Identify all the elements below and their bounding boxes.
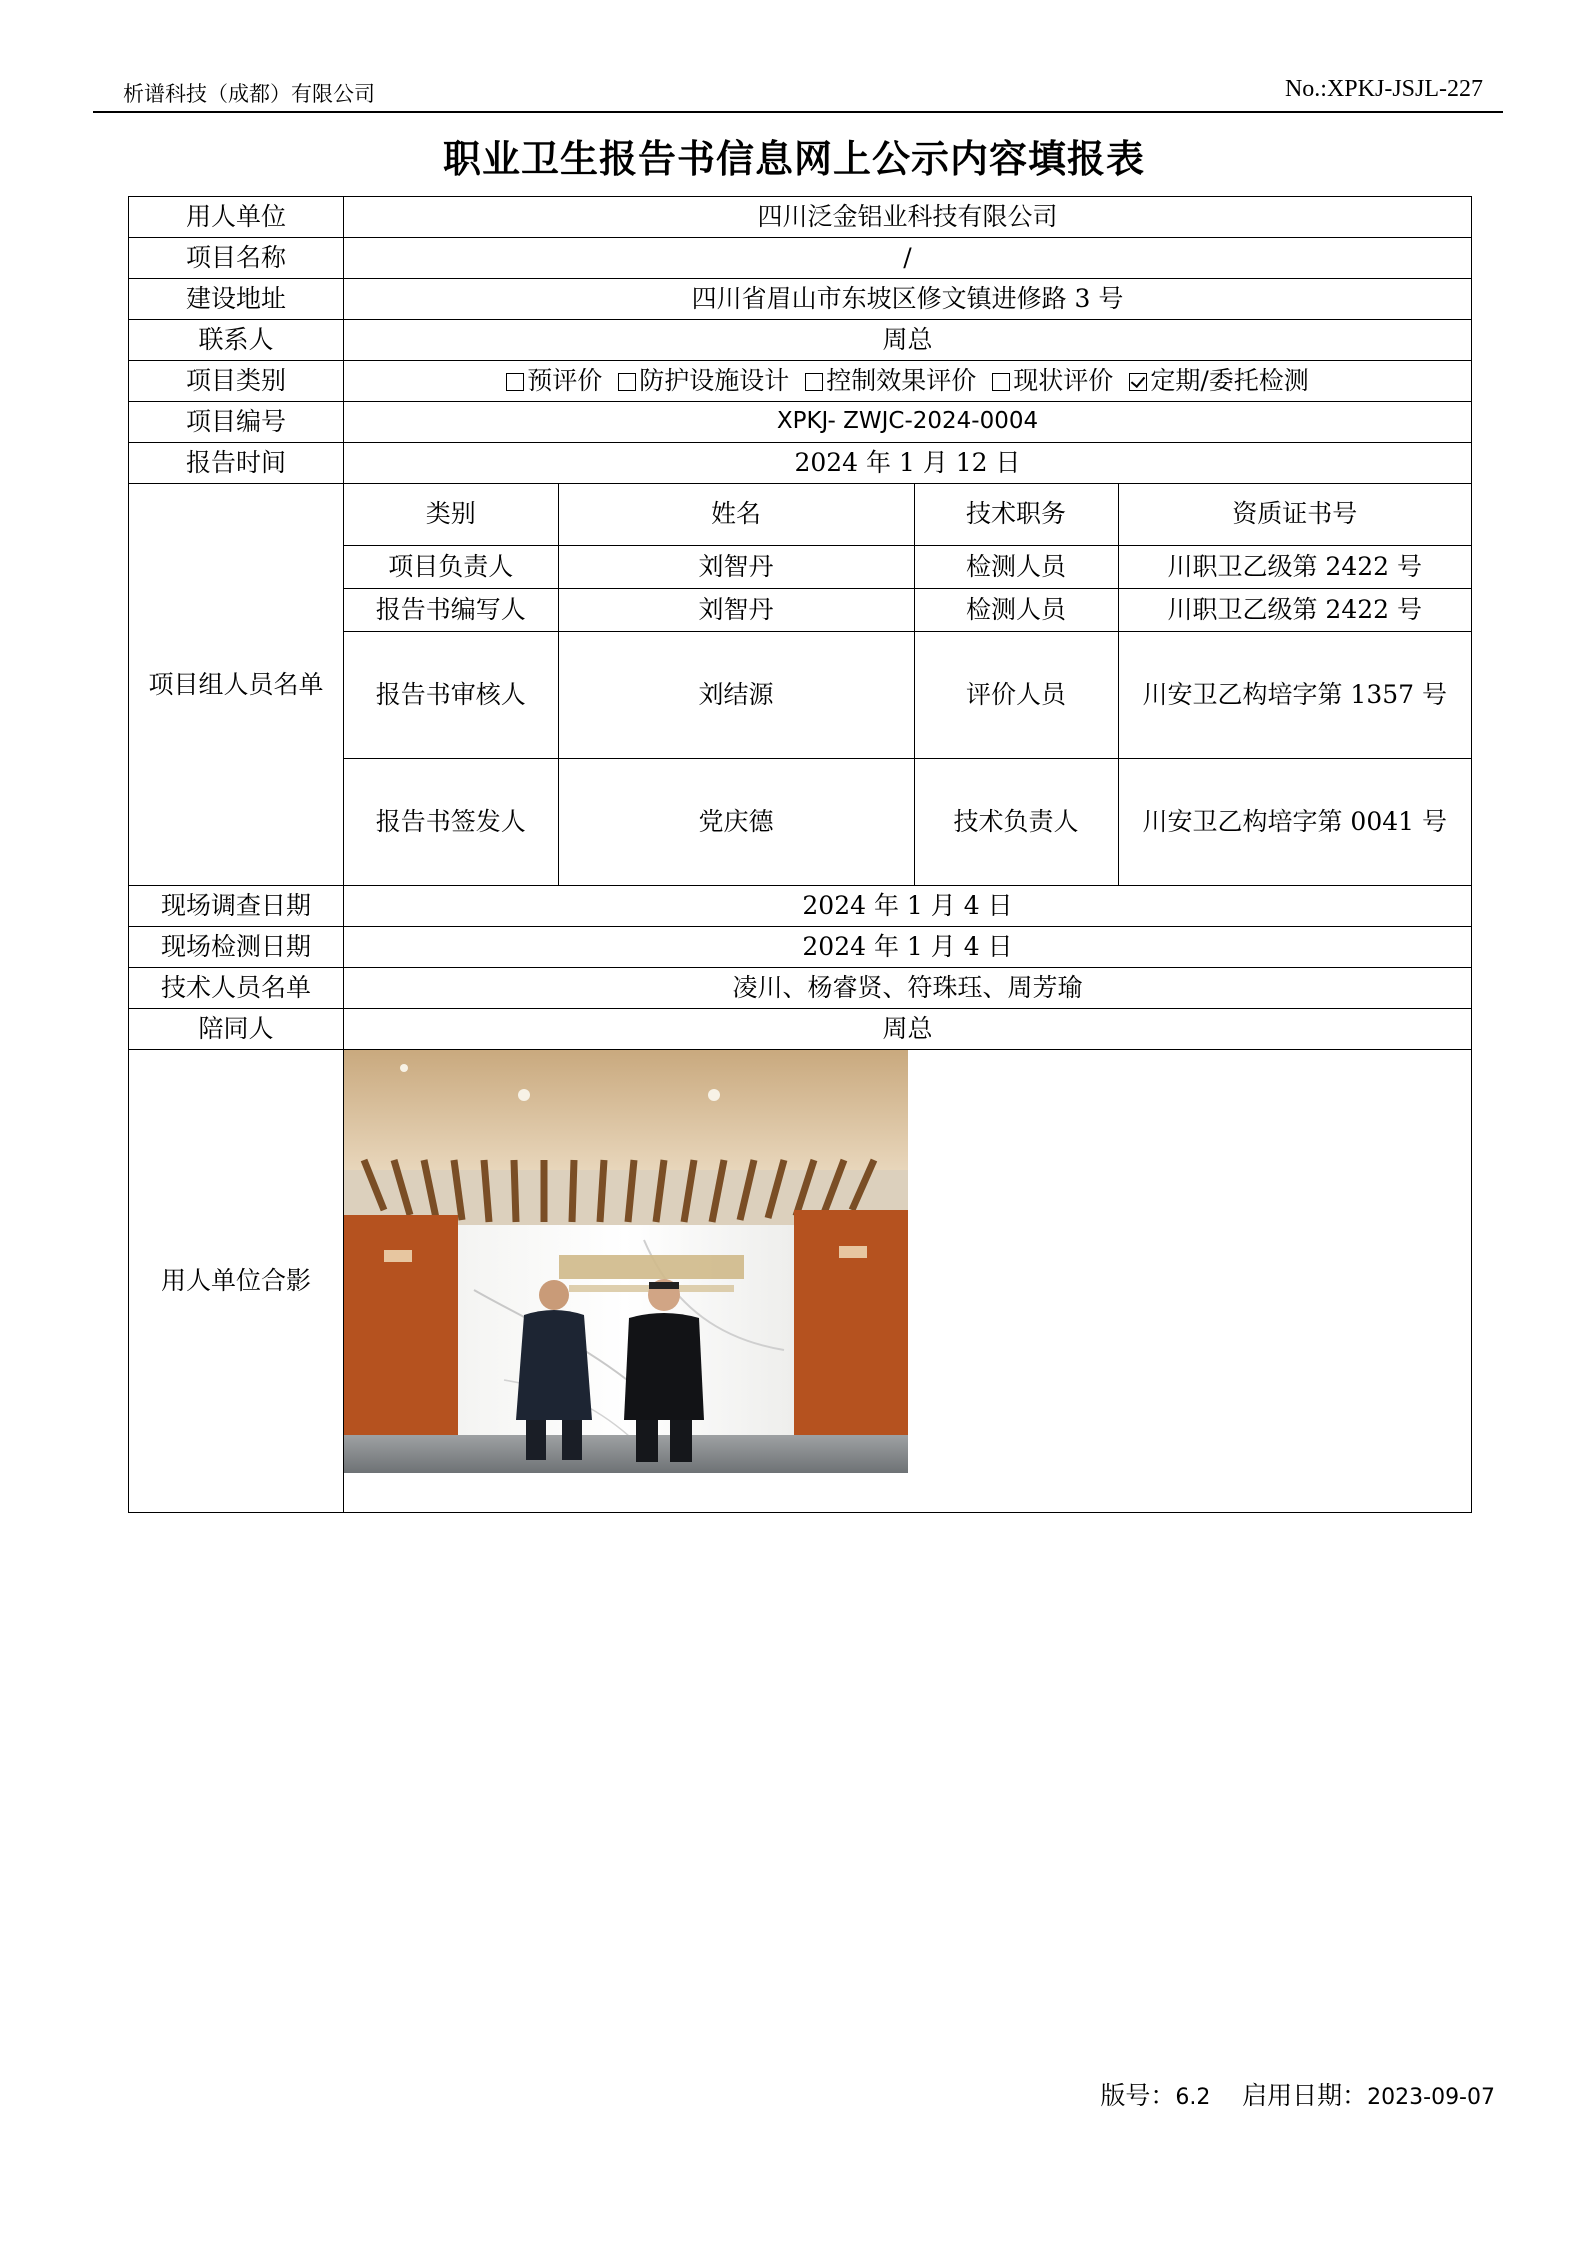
- escort-label: 陪同人: [129, 1009, 344, 1050]
- team-table: [344, 484, 1471, 885]
- member-title: 检测人员: [914, 588, 1118, 631]
- member-role: 报告书审核人: [344, 631, 558, 758]
- team-table-cell: [344, 484, 1472, 886]
- address-label: 建设地址: [129, 279, 344, 320]
- team-label: 项目组人员名单: [129, 484, 344, 886]
- row-project-no: [129, 402, 1472, 443]
- checkbox-icon[interactable]: [992, 373, 1010, 391]
- checkbox-checked-icon[interactable]: [1129, 373, 1147, 391]
- group-photo-cell: [344, 1050, 1472, 1513]
- option-protection-design[interactable]: 防护设施设计: [618, 366, 789, 395]
- member-cert: 川安卫乙构培字第 0041 号: [1118, 758, 1471, 885]
- member-role: 报告书签发人: [344, 758, 558, 885]
- project-no-label: 项目编号: [129, 402, 344, 443]
- team-row: [344, 631, 1471, 758]
- employer-value: 四川泛金铝业科技有限公司: [344, 197, 1472, 238]
- row-escort: [129, 1009, 1472, 1050]
- checkbox-icon[interactable]: [618, 373, 636, 391]
- disclosure-form-table: [128, 196, 1472, 1513]
- team-header-name: 姓名: [558, 484, 914, 545]
- row-project-name: [129, 238, 1472, 279]
- member-title: 技术负责人: [914, 758, 1118, 885]
- project-type-options: [344, 361, 1472, 402]
- member-cert: 川职卫乙级第 2422 号: [1118, 588, 1471, 631]
- escort-value: 周总: [344, 1009, 1472, 1050]
- contact-label: 联系人: [129, 320, 344, 361]
- technicians-label: 技术人员名单: [129, 968, 344, 1009]
- address-value: 四川省眉山市东坡区修文镇进修路 3 号: [344, 279, 1472, 320]
- member-cert: 川职卫乙级第 2422 号: [1118, 545, 1471, 588]
- member-title: 评价人员: [914, 631, 1118, 758]
- member-name: 刘结源: [558, 631, 914, 758]
- group-photo-label: 用人单位合影: [129, 1050, 344, 1513]
- checkbox-icon[interactable]: [506, 373, 524, 391]
- team-header-cert: 资质证书号: [1118, 484, 1471, 545]
- report-date-label: 报告时间: [129, 443, 344, 484]
- survey-date-label: 现场调查日期: [129, 886, 344, 927]
- row-project-type: [129, 361, 1472, 402]
- test-date-label: 现场检测日期: [129, 927, 344, 968]
- project-type-label: 项目类别: [129, 361, 344, 402]
- project-name-value: /: [344, 238, 1472, 279]
- member-name: 刘智丹: [558, 588, 914, 631]
- team-row: [344, 545, 1471, 588]
- row-employer: [129, 197, 1472, 238]
- project-no-value: XPKJ- ZWJC-2024-0004: [344, 402, 1472, 443]
- row-contact: [129, 320, 1472, 361]
- team-row: [344, 758, 1471, 885]
- team-row: [344, 588, 1471, 631]
- group-photo: [344, 1050, 908, 1473]
- footer-version: 版号：6.2 启用日期：2023-09-07: [1100, 2081, 1495, 2110]
- header-divider: [93, 111, 1503, 113]
- employer-label: 用人单位: [129, 197, 344, 238]
- form-title: 职业卫生报告书信息网上公示内容填报表: [442, 137, 1145, 181]
- option-periodic-testing[interactable]: 定期/委托检测: [1129, 366, 1308, 395]
- team-header-title: 技术职务: [914, 484, 1118, 545]
- checkbox-icon[interactable]: [805, 373, 823, 391]
- option-pre-evaluation[interactable]: 预评价: [506, 366, 602, 395]
- report-date-value: 2024 年 1 月 12 日: [344, 443, 1472, 484]
- row-team: [129, 484, 1472, 886]
- member-cert: 川安卫乙构培字第 1357 号: [1118, 631, 1471, 758]
- group-photo-image: [344, 1050, 908, 1473]
- member-name: 刘智丹: [558, 545, 914, 588]
- team-header-row: [344, 484, 1471, 545]
- document-number: No.:XPKJ-JSJL-227: [1284, 76, 1483, 102]
- project-name-label: 项目名称: [129, 238, 344, 279]
- test-date-value: 2024 年 1 月 4 日: [344, 927, 1472, 968]
- row-technicians: [129, 968, 1472, 1009]
- row-test-date: [129, 927, 1472, 968]
- member-role: 报告书编写人: [344, 588, 558, 631]
- option-status-evaluation[interactable]: 现状评价: [992, 366, 1113, 395]
- company-name: 析谱科技（成都）有限公司: [123, 82, 375, 106]
- row-report-date: [129, 443, 1472, 484]
- row-group-photo: [129, 1050, 1472, 1513]
- contact-value: 周总: [344, 320, 1472, 361]
- survey-date-value: 2024 年 1 月 4 日: [344, 886, 1472, 927]
- member-role: 项目负责人: [344, 545, 558, 588]
- member-title: 检测人员: [914, 545, 1118, 588]
- team-header-role: 类别: [344, 484, 558, 545]
- technicians-value: 凌川、杨睿贤、符珠珏、周芳瑜: [344, 968, 1472, 1009]
- option-control-effect[interactable]: 控制效果评价: [805, 366, 976, 395]
- row-survey-date: [129, 886, 1472, 927]
- row-address: [129, 279, 1472, 320]
- member-name: 党庆德: [558, 758, 914, 885]
